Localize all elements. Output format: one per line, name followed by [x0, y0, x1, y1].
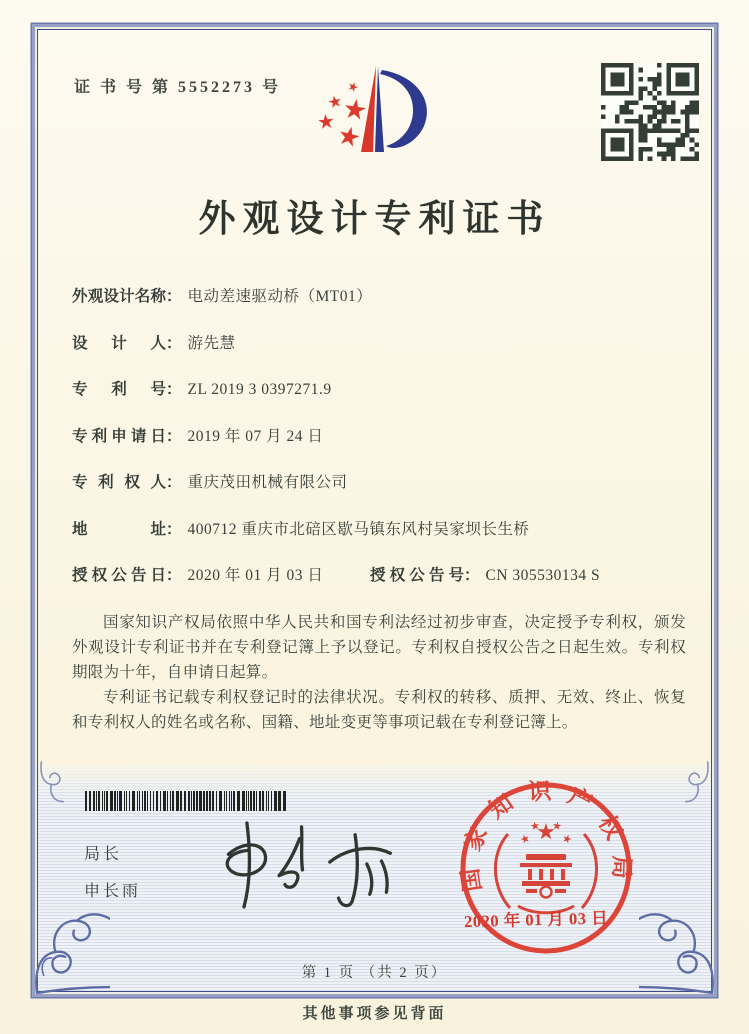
- legal-paragraph: 国家知识产权局依照中华人民共和国专利法经过初步审查，决定授予专利权，颁发外观设计专利证书并在专利登记簿上予以登记。专利权自授权公告之日起生效。专利权期限为十年，自申请日起算。: [72, 613, 686, 681]
- cnipa-logo-icon: [300, 40, 450, 175]
- field-label: 地址: [72, 520, 166, 538]
- field-design-name: [72, 284, 686, 311]
- field-label: 专利号: [72, 381, 166, 398]
- signature-icon: [205, 816, 400, 911]
- field-value: ZL 2019 3 0397271.9: [187, 381, 332, 398]
- certificate-body: [72, 284, 686, 735]
- page-number: 第 1 页 （共 2 页）: [301, 965, 448, 981]
- field-label: 授权公告号: [370, 567, 464, 584]
- seal-text: 国家知识产权局: [456, 778, 635, 894]
- field-value: 2019 年 07 月 24 日: [187, 427, 324, 445]
- certificate-number: 证 书 号 第 5552273 号: [74, 79, 282, 96]
- field-colon: ：: [166, 567, 182, 584]
- certificate-title: 外观设计专利证书: [198, 199, 551, 240]
- director-block: [84, 841, 141, 901]
- back-side-note: 其他事项参见背面: [302, 1006, 447, 1022]
- field-value: 电动差速驱动桥（MT01）: [187, 288, 373, 305]
- field-grant-date-and-number: [72, 563, 686, 590]
- field-value: CN 305530134 S: [485, 567, 601, 584]
- field-designer: [72, 331, 686, 358]
- national-emblem-icon: [495, 821, 596, 913]
- field-label: 专利权人: [72, 474, 166, 491]
- field-value: 重庆茂田机械有限公司: [187, 474, 348, 491]
- official-seal: [456, 778, 636, 958]
- field-colon: ：: [166, 520, 182, 538]
- legal-text: [72, 610, 686, 735]
- field-colon: ：: [166, 288, 182, 305]
- field-label: 外观设计名称: [72, 288, 166, 305]
- field-label: 授权公告日: [72, 567, 166, 584]
- field-colon: ：: [166, 381, 182, 398]
- qr-code: [601, 63, 699, 161]
- seal-date: 2020 年 01 月 03 日: [463, 908, 609, 932]
- field-colon: ：: [166, 334, 182, 352]
- barcode: [85, 791, 291, 811]
- svg-text:国家知识产权局: [457, 778, 634, 893]
- corner-flourish-icon: [38, 761, 82, 809]
- director-name: 申长雨: [84, 883, 142, 900]
- legal-paragraph: 专利证书记载专利权登记时的法律状况。专利权的转移、质押、无效、终止、恢复和专利权人的姓名或名称、国籍、地址变更等事项记载在专利登记簿上。: [72, 688, 686, 731]
- field-patentee: [72, 470, 686, 497]
- director-title: 局长: [84, 846, 123, 863]
- field-value: 游先慧: [187, 334, 236, 352]
- field-colon: ：: [464, 567, 480, 584]
- field-label: 设计人: [72, 334, 166, 352]
- field-label: 专利申请日: [72, 427, 166, 445]
- corner-flourish-icon: [667, 761, 711, 809]
- field-filing-date: [72, 424, 686, 451]
- field-colon: ：: [166, 427, 182, 445]
- field-address: [72, 517, 686, 544]
- field-colon: ：: [166, 474, 182, 491]
- field-value: 2020 年 01 月 03 日: [187, 567, 324, 584]
- field-value: 400712 重庆市北碚区歇马镇东风村吴家坝长生桥: [187, 520, 530, 538]
- field-grant-number: [370, 563, 600, 585]
- field-patent-number: [72, 377, 686, 404]
